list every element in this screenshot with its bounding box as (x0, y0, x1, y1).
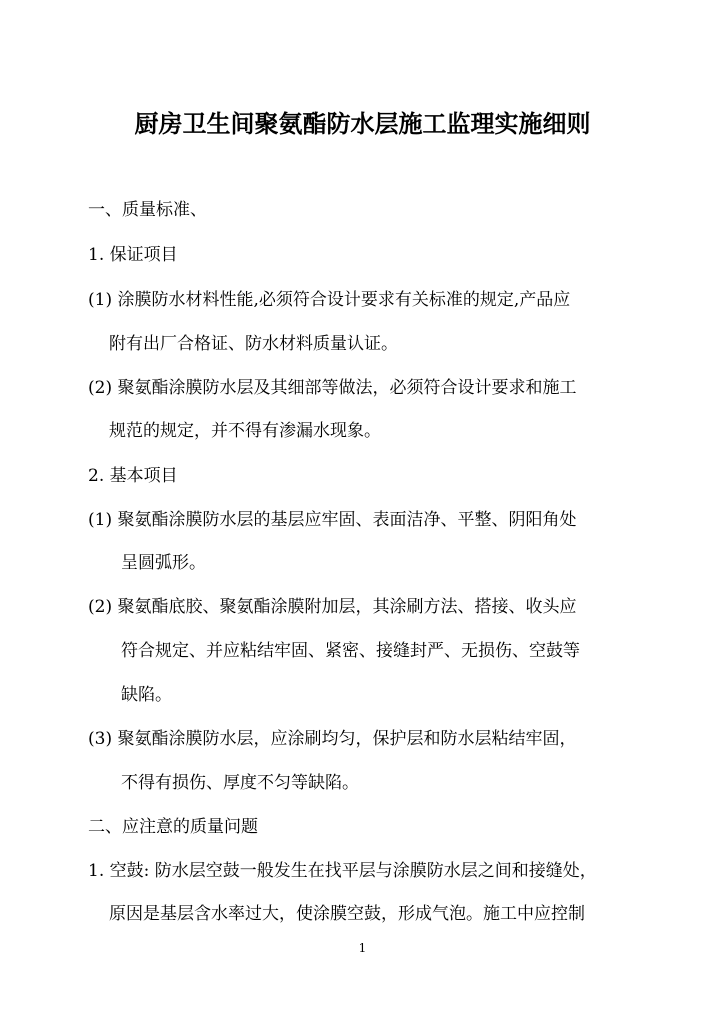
paragraph-line: 缺陷。 (121, 685, 172, 705)
paragraph-line: 原因是基层含水率过大，使涂膜空鼓，形成气泡。施工中应控制 (109, 904, 585, 924)
page-number: 1 (358, 941, 367, 955)
paragraph-line: (3) 聚氨酯涂膜防水层，应涂刷均匀，保护层和防水层粘结牢固， (88, 729, 577, 749)
paragraph-line: 符合规定、并应粘结牢固、紧密、接缝封严、无损伤、空鼓等 (121, 641, 580, 661)
paragraph-line: (2) 聚氨酯底胶、聚氨酯涂膜附加层，其涂刷方法、搭接、收头应 (88, 597, 577, 617)
paragraph-line: (1) 聚氨酯涂膜防水层的基层应牢固、表面洁净、平整、阴阳角处 (88, 510, 577, 530)
subheading-guarantee-items: 1. 保证项目 (88, 245, 178, 265)
paragraph-line: 1. 空鼓: 防水层空鼓一般发生在找平层与涂膜防水层之间和接缝处， (88, 861, 597, 881)
paragraph-line: 不得有损伤、厚度不匀等缺陷。 (121, 773, 359, 793)
section-heading-quality-issues: 二、应注意的质量问题 (88, 817, 258, 837)
paragraph-line: 规范的规定，并不得有渗漏水现象。 (109, 421, 381, 441)
subheading-basic-items: 2. 基本项目 (88, 466, 178, 486)
section-heading-quality-standard: 一、质量标准、 (88, 200, 207, 220)
paragraph-line: 呈圆弧形。 (121, 553, 206, 573)
paragraph-line: (2) 聚氨酯涂膜防水层及其细部等做法，必须符合设计要求和施工 (88, 378, 577, 398)
document-title: 厨房卫生间聚氨酯防水层施工监理实施细则 (134, 109, 591, 138)
paragraph-line: (1) 涂膜防水材料性能,必须符合设计要求有关标准的规定,产品应 (88, 290, 571, 310)
paragraph-line: 附有出厂合格证、防水材料质量认证。 (109, 334, 398, 354)
